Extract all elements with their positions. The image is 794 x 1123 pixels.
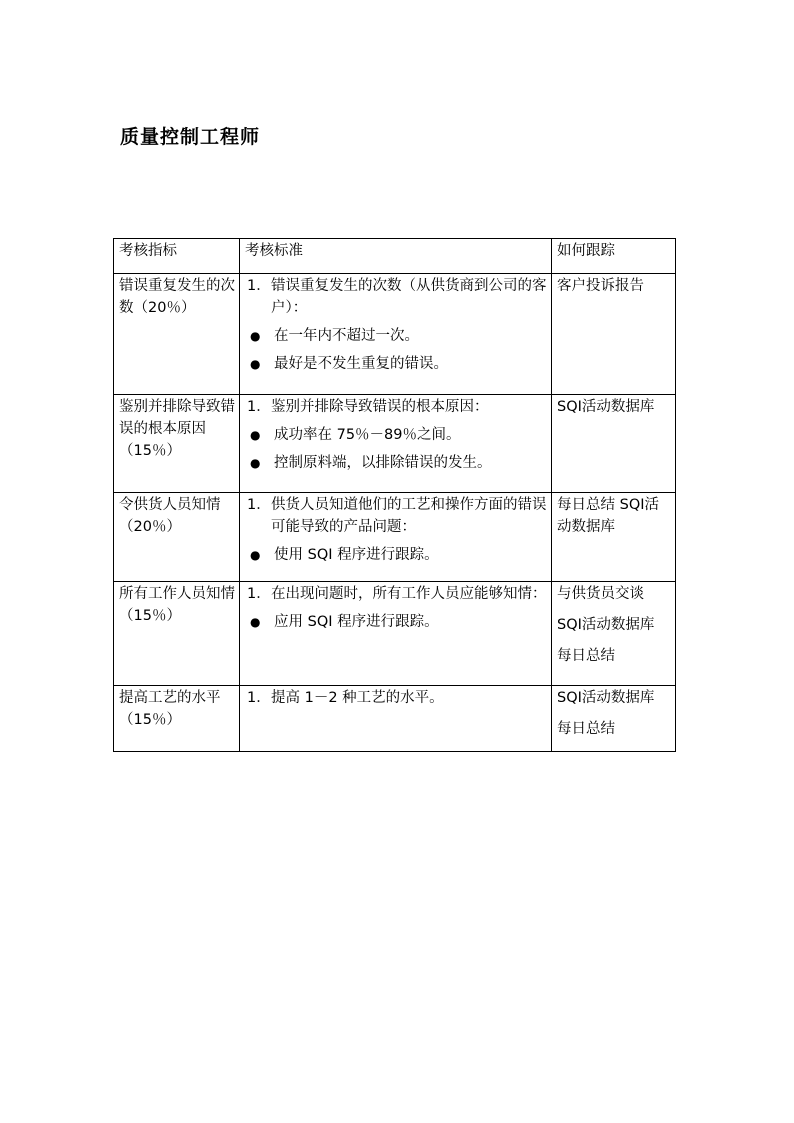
tracking-cell	[552, 274, 676, 395]
numbered-item	[245, 494, 547, 538]
numbered-item	[245, 396, 547, 418]
tracking-line: SQI活动数据库	[557, 690, 655, 706]
tracking-line: 每日总结 SQI活动数据库	[557, 497, 660, 535]
bullet-item	[245, 544, 547, 566]
standard-cell	[240, 582, 552, 686]
item-text: 鉴别并排除导致错误的根本原因：	[271, 399, 489, 415]
item-number: 1．	[247, 399, 271, 415]
table-row	[114, 395, 676, 493]
numbered-item	[245, 275, 547, 319]
bullet-icon: ●	[250, 428, 261, 442]
item-number: 1．	[247, 497, 271, 513]
bullet-icon: ●	[250, 329, 261, 343]
metric-cell: 鉴别并排除导致错误的根本原因（15％）	[114, 395, 240, 493]
tracking-cell	[552, 686, 676, 752]
bullet-icon: ●	[250, 357, 261, 371]
header-standard: 考核标准	[240, 239, 552, 274]
tracking-line: 客户投诉报告	[557, 278, 644, 294]
bullet-text: 控制原料端，以排除错误的发生。	[274, 455, 492, 471]
item-text: 错误重复发生的次数（从供货商到公司的客户）：	[271, 278, 547, 316]
bullet-text: 在一年内不超过一次。	[274, 328, 419, 344]
metric-cell: 提高工艺的水平（15％）	[114, 686, 240, 752]
bullet-item	[245, 353, 547, 375]
bullet-item	[245, 452, 547, 474]
tracking-line: 与供货员交谈	[557, 586, 644, 602]
header-metric: 考核指标	[114, 239, 240, 274]
table-header-row	[114, 239, 676, 274]
kpi-table	[113, 238, 676, 752]
metric-cell: 错误重复发生的次数（20％）	[114, 274, 240, 395]
tracking-line: SQI活动数据库	[557, 399, 655, 415]
item-text: 在出现问题时，所有工作人员应能够知情：	[271, 586, 547, 602]
page-title: 质量控制工程师	[120, 126, 261, 148]
bullet-item	[245, 424, 547, 446]
bullet-text: 应用 SQI 程序进行跟踪。	[274, 614, 439, 630]
tracking-line: 每日总结	[557, 648, 615, 664]
table-row	[114, 274, 676, 395]
bullet-icon: ●	[250, 548, 261, 562]
item-number: 1．	[247, 586, 271, 602]
header-tracking: 如何跟踪	[552, 239, 676, 274]
item-text: 提高 1－2 种工艺的水平。	[271, 690, 444, 706]
numbered-item	[245, 687, 547, 709]
bullet-text: 最好是不发生重复的错误。	[274, 356, 448, 372]
item-number: 1．	[247, 278, 271, 294]
standard-cell	[240, 274, 552, 395]
standard-cell	[240, 493, 552, 582]
bullet-icon: ●	[250, 456, 261, 470]
tracking-line: SQI活动数据库	[557, 617, 655, 633]
table-row	[114, 686, 676, 752]
tracking-line: 每日总结	[557, 721, 615, 737]
tracking-cell	[552, 582, 676, 686]
bullet-item	[245, 325, 547, 347]
item-text: 供货人员知道他们的工艺和操作方面的错误可能导致的产品问题：	[271, 497, 547, 535]
bullet-icon: ●	[250, 615, 261, 629]
metric-cell: 所有工作人员知情（15％）	[114, 582, 240, 686]
table-row	[114, 582, 676, 686]
metric-cell: 令供货人员知情（20％）	[114, 493, 240, 582]
bullet-text: 使用 SQI 程序进行跟踪。	[274, 547, 439, 563]
tracking-cell	[552, 395, 676, 493]
standard-cell	[240, 686, 552, 752]
tracking-cell	[552, 493, 676, 582]
bullet-text: 成功率在 75％－89％之间。	[274, 427, 461, 443]
bullet-item	[245, 611, 547, 633]
table-row	[114, 493, 676, 582]
item-number: 1．	[247, 690, 271, 706]
standard-cell	[240, 395, 552, 493]
numbered-item	[245, 583, 547, 605]
